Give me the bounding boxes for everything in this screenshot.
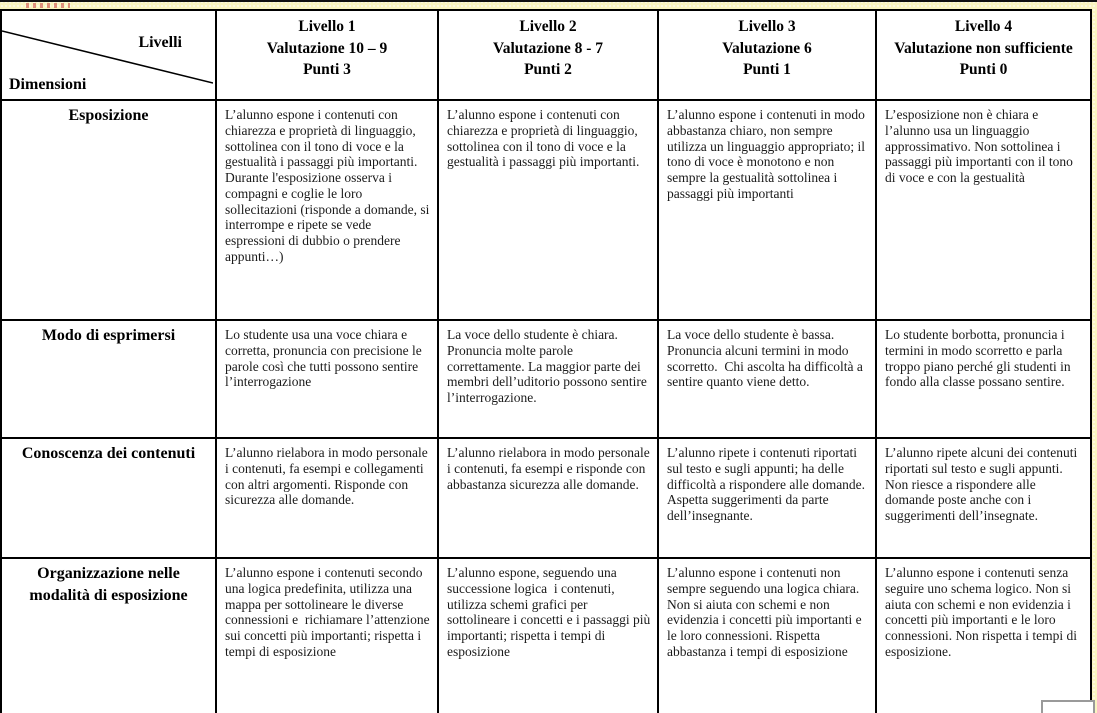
cell-esposizione-l3: L’alunno espone i contenuti in modo abbastanza chiaro, non sempre utilizza un linguaggio appropriato; il tono di voce è monotono e non sempre la gestualità sottolinea i passaggi più importanti xyxy=(658,100,876,320)
cell-conoscenza-l1: L’alunno rielabora in modo personale i contenuti, fa esempi e collegamenti con altri argomenti. Risponde con sicurezza alle domande. xyxy=(216,438,438,558)
row-esposizione xyxy=(1,100,1091,320)
corner-label-dimensioni: Dimensioni xyxy=(9,76,87,93)
evaluation-rubric-table xyxy=(0,9,1092,713)
cell-organizzazione-l1: L’alunno espone i contenuti secondo una logica predefinita, utilizza una mappa per sottolineare le diverse connessioni e richiamare l’attenzione sui concetti più importanti; rispetta i tempi di esposizione xyxy=(216,558,438,713)
header-livello-4 xyxy=(876,10,1091,100)
header-livello-3 xyxy=(658,10,876,100)
level-valutazione: Valutazione 8 - 7 xyxy=(492,39,604,57)
cell-modo-l4: Lo studente borbotta, pronuncia i termini in modo scorretto e parla troppo piano perché gli studenti in fondo alla classe possano sentire. xyxy=(876,320,1091,438)
level-valutazione: Valutazione non sufficiente xyxy=(894,39,1073,57)
level-punti: Punti 1 xyxy=(743,61,791,79)
cell-esposizione-l2: L’alunno espone i contenuti con chiarezza e proprietà di linguaggio, sottolinea con il tono di voce e la gestualità i passaggi più importanti. xyxy=(438,100,658,320)
level-punti: Punti 2 xyxy=(524,61,572,79)
dimension-label: Modo di esprimersi xyxy=(1,320,216,438)
cell-conoscenza-l3: L’alunno ripete i contenuti riportati sul testo e sugli appunti; ha delle difficoltà a rispondere alle domande. Aspetta suggerimenti da parte dell’insegnante. xyxy=(658,438,876,558)
row-organizzazione xyxy=(1,558,1091,713)
level-title: Livello 4 xyxy=(954,18,1013,35)
cell-modo-l3: La voce dello studente è bassa. Pronuncia alcuni termini in modo scorretto. Chi ascolta ha difficoltà a sentire quanto viene detto. xyxy=(658,320,876,438)
cell-esposizione-l4: L’esposizione non è chiara e l’alunno usa un linguaggio approssimativo. Non sottolinea i passaggi più importanti con il tono di voce e con la gestualità xyxy=(876,100,1091,320)
level-title: Livello 3 xyxy=(738,18,796,35)
level-punti: Punti 3 xyxy=(303,61,351,79)
level-valutazione: Valutazione 10 – 9 xyxy=(266,39,388,57)
level-valutazione: Valutazione 6 xyxy=(722,39,812,57)
header-livello-1 xyxy=(216,10,438,100)
partial-ui-box xyxy=(1041,700,1095,713)
cell-esposizione-l1: L’alunno espone i contenuti con chiarezza e proprietà di linguaggio, sottolinea con il tono di voce e la gestualità i passaggi più importanti. Durante l'esposizione osserva i compagni e coglie le loro sollecitazioni (risponde a domande, si interrompe e ripete se vede espressioni di dubbio o prendere appunti…) xyxy=(216,100,438,320)
top-strip-artifact xyxy=(26,3,70,8)
cell-organizzazione-l2: L’alunno espone, seguendo una successione logica i contenuti, utilizza schemi grafici per sottolineare i concetti e i passaggi più importanti; rispetta i tempi di esposizione xyxy=(438,558,658,713)
top-border-line xyxy=(0,0,1097,2)
cell-conoscenza-l2: L’alunno rielabora in modo personale i contenuti, fa esempi e risponde con abbastanza sicurezza alle domande. xyxy=(438,438,658,558)
header-row xyxy=(1,10,1091,100)
level-title: Livello 1 xyxy=(298,18,356,35)
cell-organizzazione-l4: L’alunno espone i contenuti senza seguire uno schema logico. Non si aiuta con schemi e non evidenzia i concetti più importanti e le loro connessioni. Non rispetta i tempi di esposizione. xyxy=(876,558,1091,713)
cell-conoscenza-l4: L’alunno ripete alcuni dei contenuti riportati sul testo e sugli appunti. Non riesce a rispondere alle domande poste anche con i suggerimenti dell’insegnate. xyxy=(876,438,1091,558)
level-punti: Punti 0 xyxy=(959,61,1008,79)
corner-cell xyxy=(1,10,216,100)
level-title: Livello 2 xyxy=(519,18,577,35)
row-modo-di-esprimersi xyxy=(1,320,1091,438)
corner-label-livelli: Livelli xyxy=(138,34,182,51)
header-livello-2 xyxy=(438,10,658,100)
dimension-label: Esposizione xyxy=(1,100,216,320)
row-conoscenza xyxy=(1,438,1091,558)
dimension-label: Conoscenza dei contenuti xyxy=(1,438,216,558)
cell-modo-l2: La voce dello studente è chiara. Pronuncia molte parole correttamente. La maggior parte dei membri dell’uditorio possono sentire l’interrogazione. xyxy=(438,320,658,438)
dimension-label: Organizzazione nelle modalità di esposizione xyxy=(1,558,216,713)
cell-organizzazione-l3: L’alunno espone i contenuti non sempre seguendo una logica chiara. Non si aiuta con schemi e non evidenzia i concetti più importanti e le loro connessioni. Rispetta abbastanza i tempi di esposizione xyxy=(658,558,876,713)
cell-modo-l1: Lo studente usa una voce chiara e corretta, pronuncia con precisione le parole così che tutti possono sentire l’interrogazione xyxy=(216,320,438,438)
